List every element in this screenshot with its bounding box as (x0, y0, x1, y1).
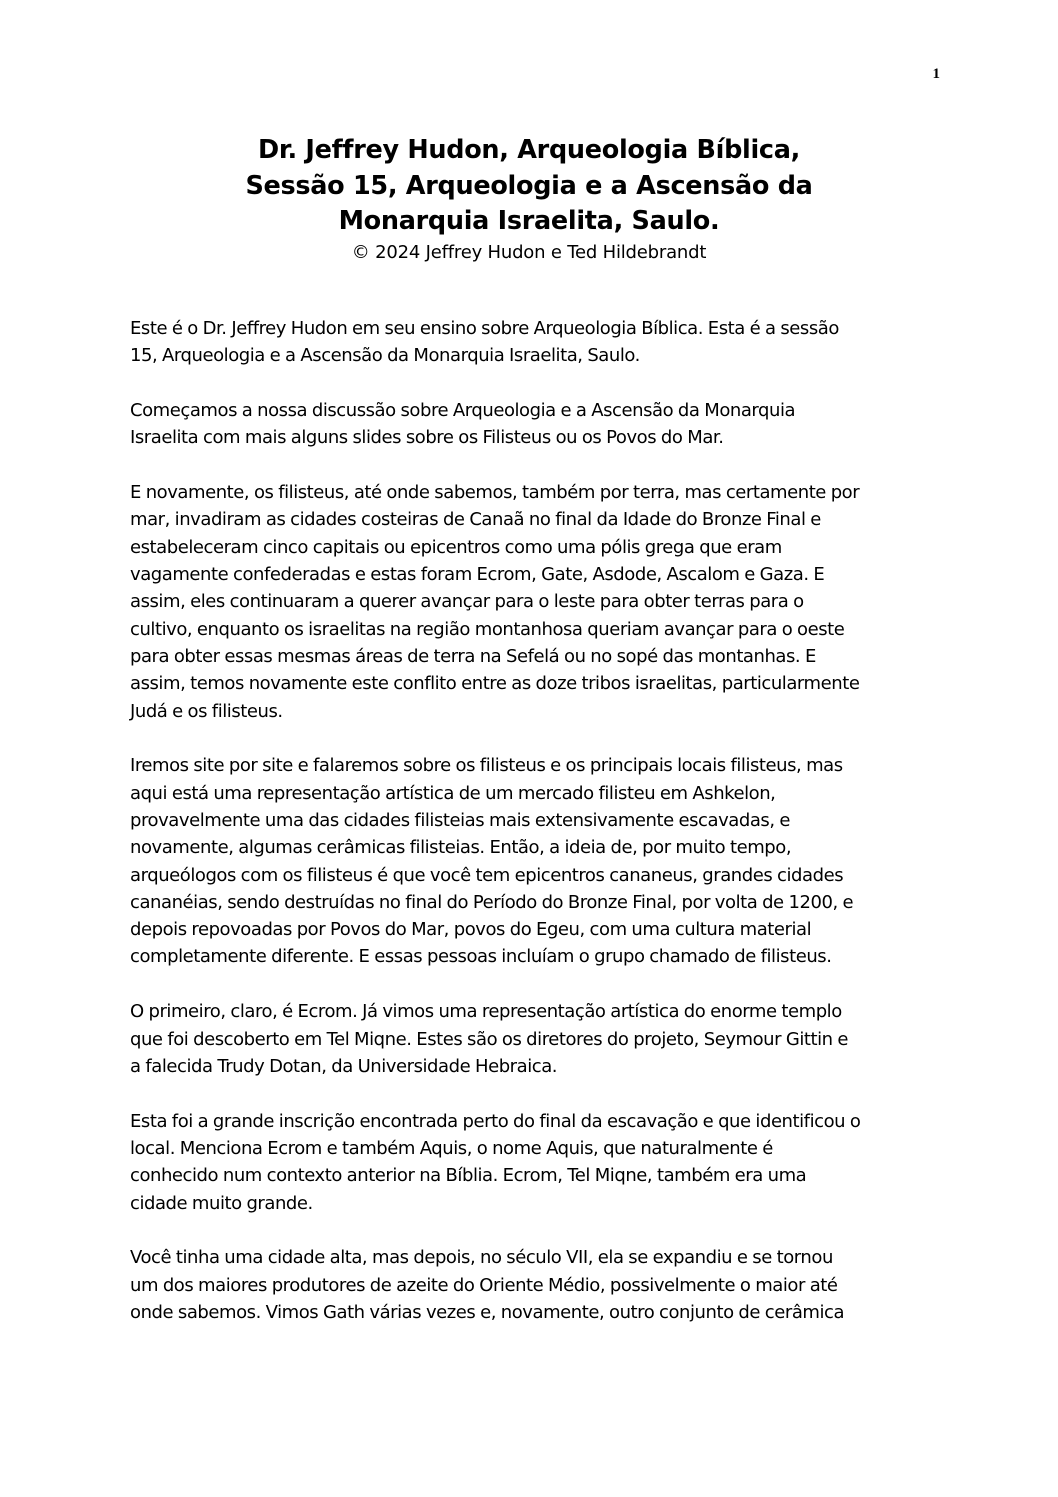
text-line: depois repovoadas por Povos do Mar, povos do Egeu, com uma cultura material (130, 919, 812, 941)
document-body (130, 315, 930, 1354)
title-line-2: Sessão 15, Arqueologia e a Ascensão da (245, 170, 813, 201)
text-line: Judá e os filisteus. (130, 700, 283, 722)
text-line: Israelita com mais alguns slides sobre os Filisteus ou os Povos do Mar. (130, 427, 724, 449)
text-line: novamente, algumas cerâmicas filisteias. Então, a ideia de, por muito tempo, (130, 837, 792, 859)
text-line: Esta foi a grande inscrição encontrada perto do final da escavação e que identificou o (130, 1110, 861, 1132)
text-line: conhecido num contexto anterior na Bíblia. Ecrom, Tel Miqne, também era uma (130, 1165, 807, 1187)
title-line-3: Monarquia Israelita, Saulo. (338, 206, 720, 236)
text-line: aqui está uma representação artística de um mercado filisteu em Ashkelon, (130, 782, 776, 804)
text-line: Este é o Dr. Jeffrey Hudon em seu ensino sobre Arqueologia Bíblica. Esta é a sessão (130, 318, 839, 339)
text-line: estabeleceram cinco capitais ou epicentros como uma pólis grega que eram (130, 536, 782, 558)
text-line: Iremos site por site e falaremos sobre os filisteus e os principais locais filisteus, mas (130, 755, 843, 777)
paragraph-1 (130, 315, 930, 370)
text-line: 15, Arqueologia e a Ascensão da Monarquia Israelita, Saulo. (130, 345, 640, 367)
text-line: Você tinha uma cidade alta, mas depois, no século VII, ela se expandiu e se tornou (130, 1247, 833, 1269)
text-line: que foi descoberto em Tel Miqne. Estes são os diretores do projeto, Seymour Gittin e (130, 1028, 849, 1050)
text-line: Começamos a nossa discussão sobre Arqueologia e a Ascensão da Monarquia (130, 400, 796, 422)
text-line: para obter essas mesmas áreas de terra na Sefelá ou no sopé das montanhas. E (130, 645, 816, 667)
text-line: assim, eles continuaram a querer avançar para o leste para obter terras para o (130, 591, 804, 613)
paragraph-6 (130, 1108, 930, 1217)
text-line: assim, temos novamente este conflito entre as doze tribos israelitas, particularmente (130, 673, 860, 695)
text-line: um dos maiores produtores de azeite do Oriente Médio, possivelmente o maior até (130, 1274, 838, 1296)
copyright-line: © 2024 Jeffrey Hudon e Ted Hildebrandt (351, 241, 707, 263)
page-number: 1 (932, 66, 940, 82)
text-line: completamente diferente. E essas pessoas incluíam o grupo chamado de filisteus. (130, 946, 832, 968)
document-header (0, 133, 1058, 266)
text-line: a falecida Trudy Dotan, da Universidade Hebraica. (130, 1055, 558, 1077)
text-line: mar, invadiram as cidades costeiras de Canaã no final da Idade do Bronze Final e (130, 509, 821, 531)
paragraph-7 (130, 1244, 930, 1326)
text-line: arqueólogos com os filisteus é que você tem epicentros cananeus, grandes cidades (130, 864, 844, 886)
text-line: cidade muito grande. (130, 1192, 313, 1214)
text-line: provavelmente uma das cidades filisteias mais extensivamente escavadas, e (130, 809, 791, 831)
text-line: local. Menciona Ecrom e também Aquis, o nome Aquis, que naturalmente é (130, 1137, 773, 1159)
text-line: cultivo, enquanto os israelitas na região montanhosa queriam avançar para o oeste (130, 618, 845, 640)
text-line: E novamente, os filisteus, até onde sabemos, também por terra, mas certamente por (130, 482, 860, 504)
title-line-1: Dr. Jeffrey Hudon, Arqueologia Bíblica, (257, 135, 801, 165)
text-line: O primeiro, claro, é Ecrom. Já vimos uma representação artística do enorme templo (130, 1001, 842, 1023)
paragraph-2 (130, 397, 930, 452)
paragraph-3 (130, 479, 930, 725)
paragraph-4 (130, 752, 930, 970)
paragraph-5 (130, 998, 930, 1080)
text-line: onde sabemos. Vimos Gath várias vezes e, novamente, outro conjunto de cerâmica (130, 1301, 845, 1323)
text-line: cananéias, sendo destruídas no final do Período do Bronze Final, por volta de 1200, e (130, 891, 854, 913)
text-line: vagamente confederadas e estas foram Ecrom, Gate, Asdode, Ascalom e Gaza. E (130, 564, 825, 586)
